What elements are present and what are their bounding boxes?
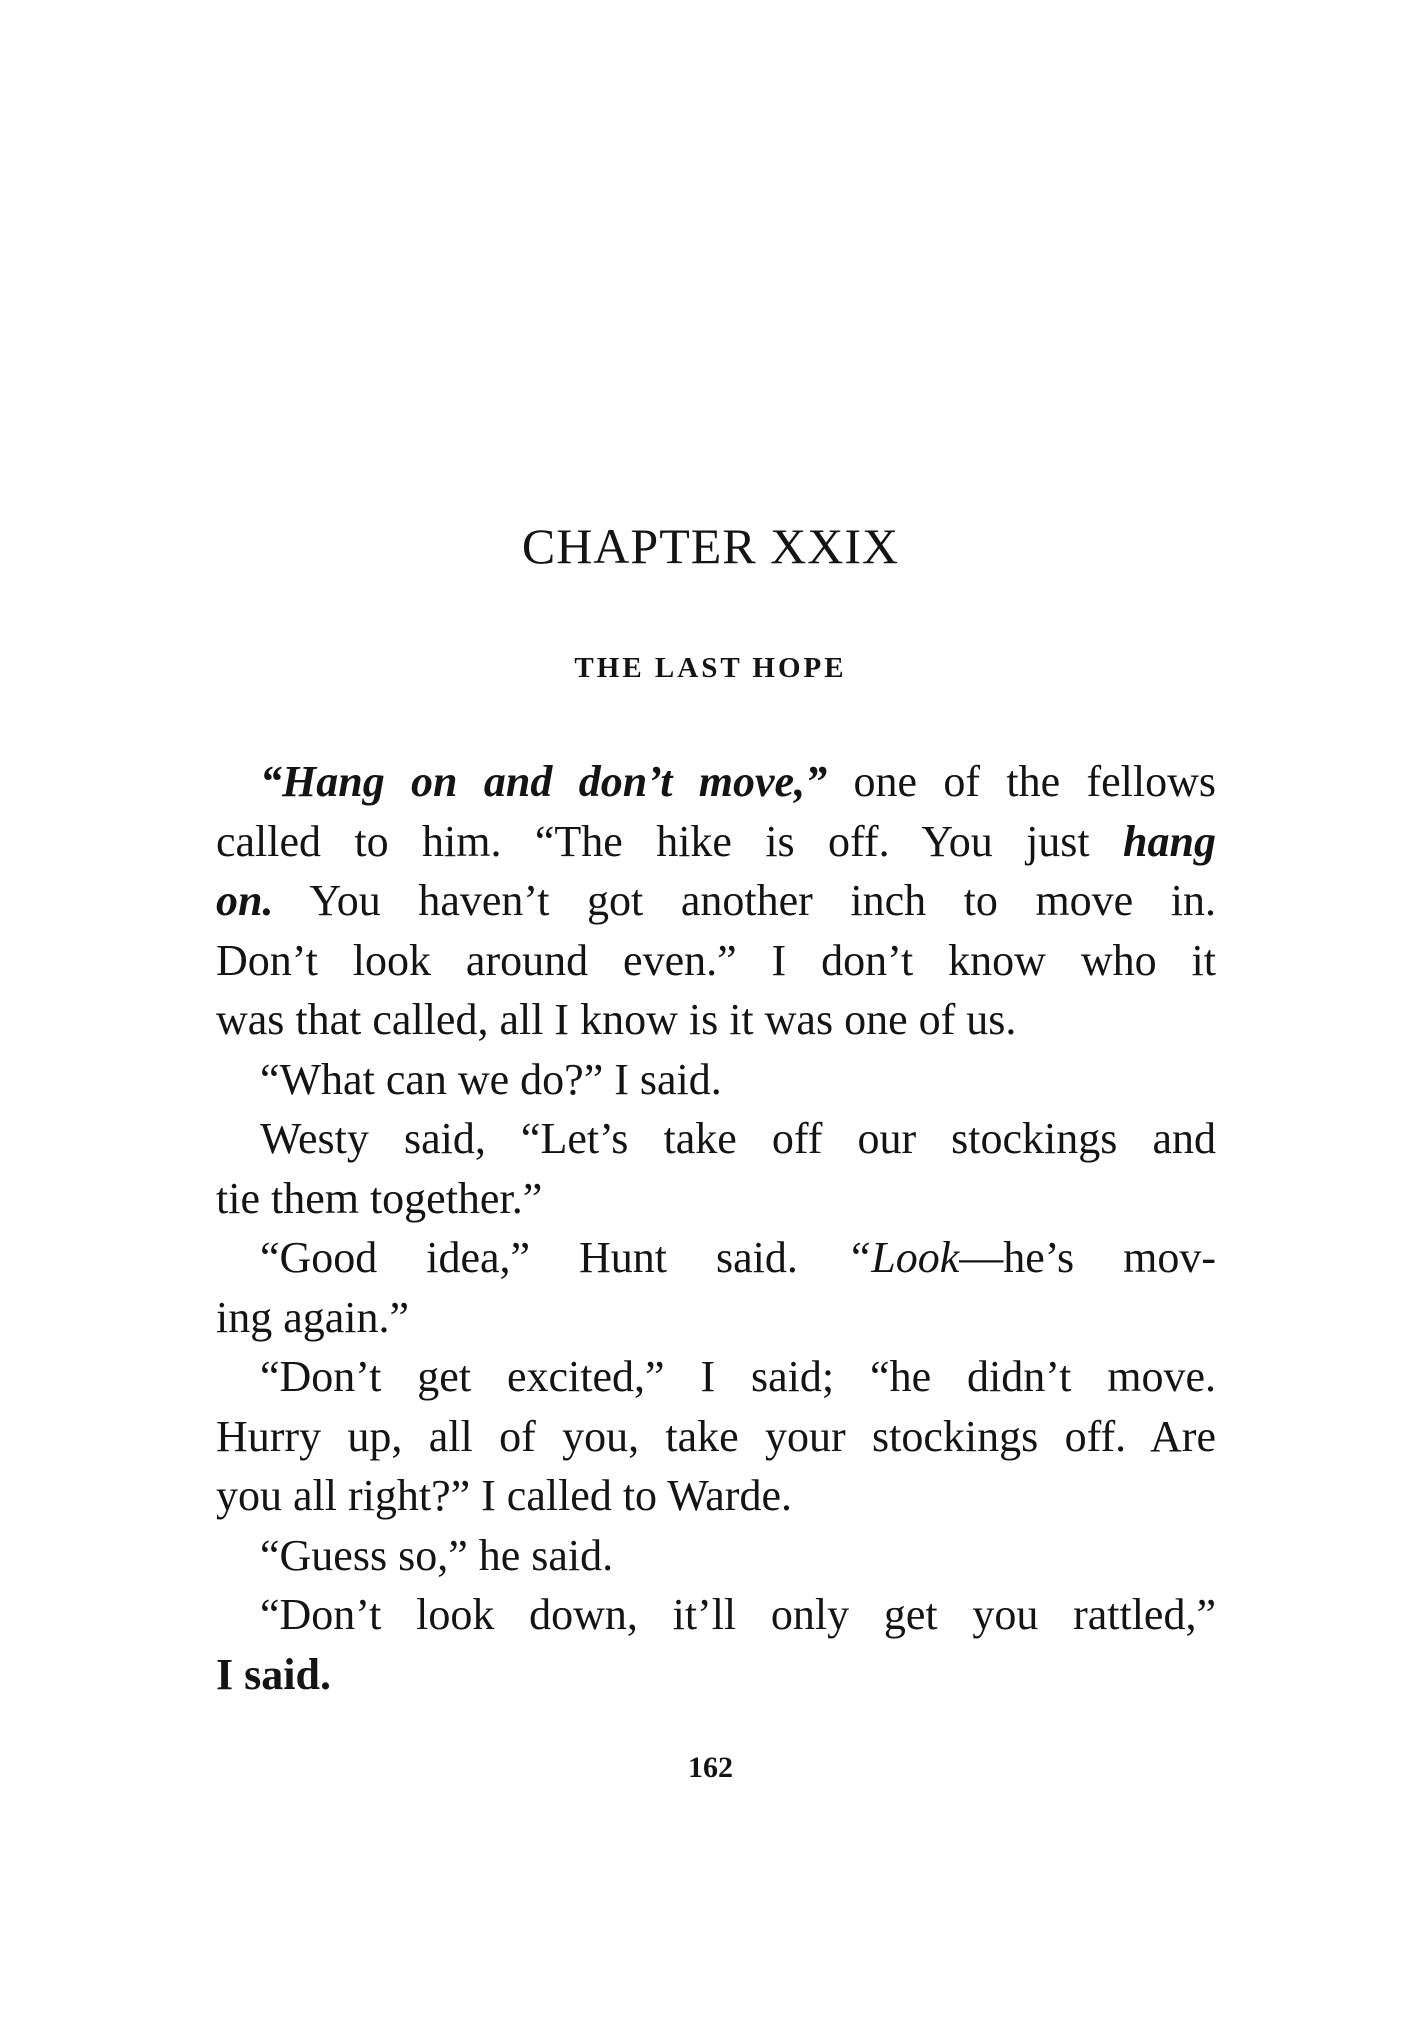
text-line-6: “What can we do?” I said. (260, 1054, 722, 1104)
line-text: —he’s mov- (959, 1233, 1216, 1282)
text-line-2 (216, 812, 1216, 872)
line-text: one of the fellows (827, 757, 1217, 806)
text-line-3 (216, 871, 1216, 931)
text-line-5: was that called, all I know is it was one of us. (216, 995, 1017, 1044)
line-text: “Good idea,” Hunt said. (260, 1233, 847, 1282)
text-line-13: you all right?” I called to Warde. (216, 1471, 792, 1520)
line-text: called to him. “The hike is off. You just (216, 816, 1124, 866)
italic-word: “Look (846, 1233, 960, 1282)
italic-word: hang (1123, 816, 1216, 866)
text-line-10: ing again.” (216, 1292, 410, 1342)
text-line-14: “Guess so,” he said. (260, 1530, 614, 1580)
text-line-12: Hurry up, all of you, take your stockings off. Are (216, 1411, 1216, 1461)
text-line-1 (216, 752, 1216, 812)
text-line-8: tie them together.” (216, 1173, 543, 1223)
page-number: 162 (688, 1751, 733, 1784)
text-line-16: I said. (216, 1649, 331, 1699)
italic-quote: “Hang on and don’t move,” (260, 757, 828, 806)
line-text: You haven’t got another inch to move in. (273, 876, 1216, 925)
text-line-4: Don’t look around even.” I don’t know who it (216, 935, 1216, 985)
text-line-9 (216, 1228, 1216, 1288)
body-text (216, 752, 1216, 1704)
italic-word: on. (216, 876, 274, 925)
text-line-7: Westy said, “Let’s take off our stockings and (260, 1114, 1216, 1163)
text-line-11: “Don’t get excited,” I said; “he didn’t move. (260, 1352, 1216, 1401)
chapter-title: CHAPTER XXIX (521, 518, 900, 574)
text-line-15: “Don’t look down, it’ll only get you rattled,” (260, 1590, 1216, 1639)
chapter-subtitle: THE LAST HOPE (574, 652, 847, 684)
